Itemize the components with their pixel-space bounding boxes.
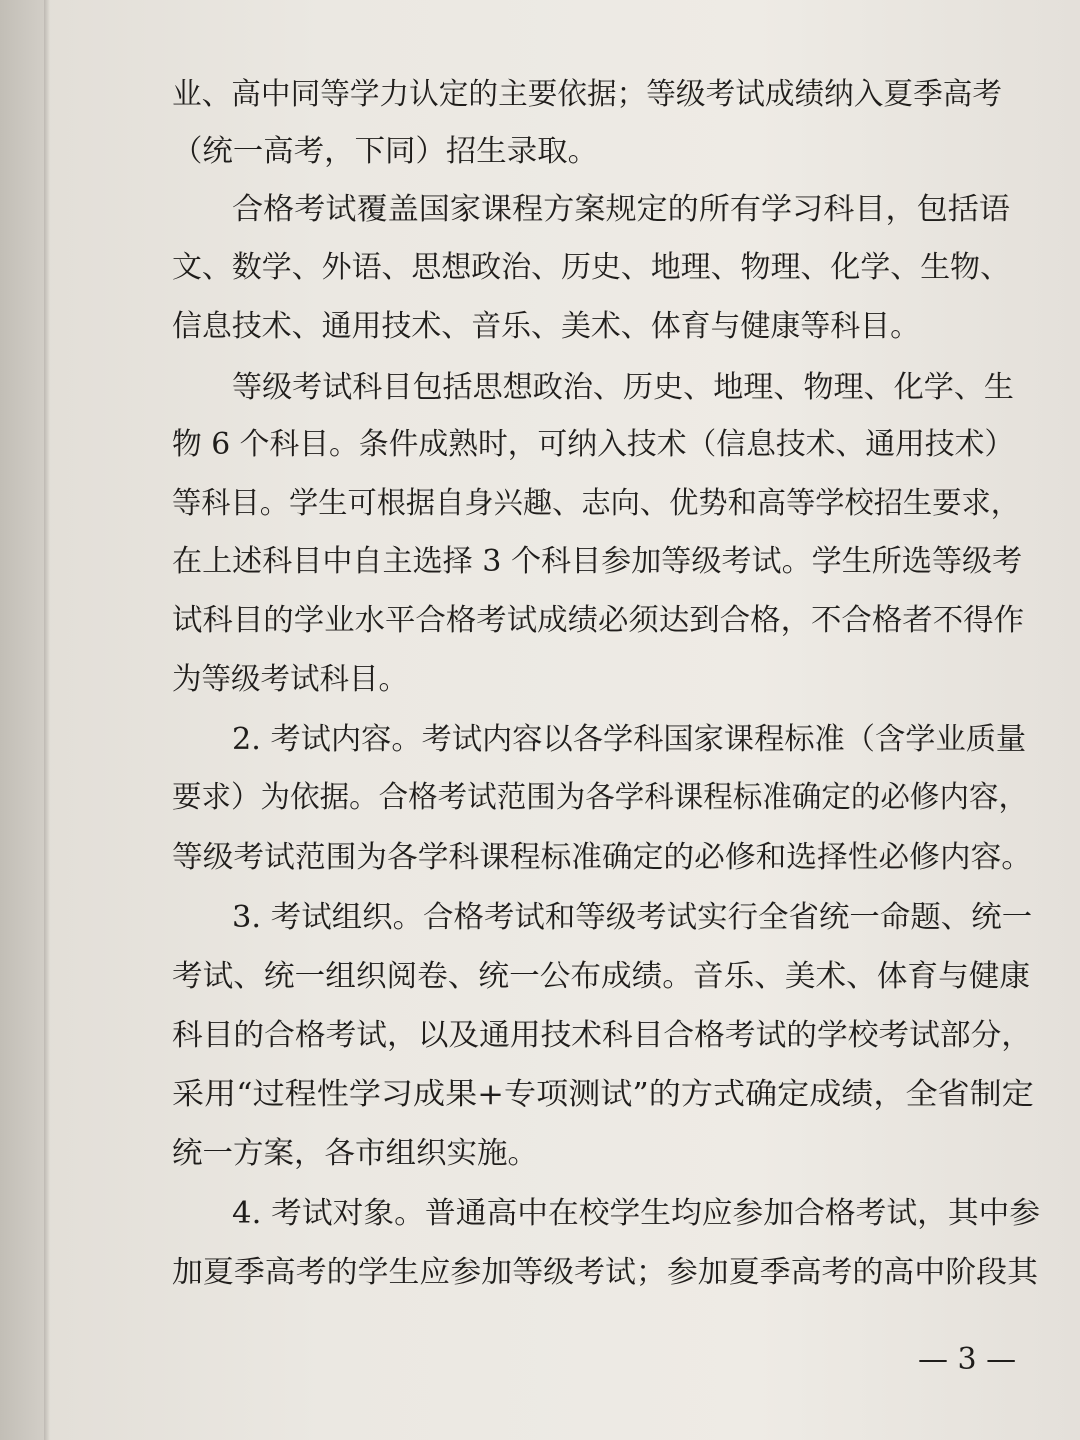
text-line-19: 统一方案，各市组织实施。 bbox=[172, 1136, 538, 1171]
text-line-5: 信息技术、通用技术、音乐、美术、体育与健康等科目。 bbox=[172, 309, 920, 344]
text-line-17: 科目的合格考试，以及通用技术科目合格考试的学校考试部分， bbox=[172, 1018, 1032, 1053]
text-line-9: 在上述科目中自主选择 3 个科目参加等级考试。学生所选等级考 bbox=[172, 544, 1023, 579]
page-number: — 3 — bbox=[918, 1342, 1017, 1377]
text-line-16: 考试、统一组织阅卷、统一公布成绩。音乐、美术、体育与健康 bbox=[172, 959, 1030, 994]
text-line-13: 要求）为依据。合格考试范围为各学科课程标准确定的必修内容， bbox=[172, 780, 1028, 815]
text-line-8: 等科目。学生可根据自身兴趣、志向、优势和高等学校招生要求， bbox=[172, 486, 1020, 521]
text-line-18: 采用“过程性学习成果+专项测试”的方式确定成绩，全省制定 bbox=[172, 1077, 1034, 1112]
text-line-14: 等级考试范围为各学科课程标准确定的必修和选择性必修内容。 bbox=[172, 840, 1032, 875]
text-line-11: 为等级考试科目。 bbox=[172, 662, 408, 697]
text-line-12: 2. 考试内容。考试内容以各学科国家课程标准（含学业质量 bbox=[232, 722, 1027, 757]
text-line-20: 4. 考试对象。普通高中在校学生均应参加合格考试，其中参 bbox=[232, 1196, 1041, 1231]
text-line-7: 物 6 个科目。条件成熟时，可纳入技术（信息技术、通用技术） bbox=[172, 427, 1015, 462]
text-line-1: 业、高中同等学力认定的主要依据；等级考试成绩纳入夏季高考 bbox=[172, 77, 1002, 112]
text-line-2: （统一高考，下同）招生录取。 bbox=[172, 134, 598, 169]
text-line-6: 等级考试科目包括思想政治、历史、地理、物理、化学、生 bbox=[232, 370, 1014, 405]
text-line-4: 文、数学、外语、思想政治、历史、地理、物理、化学、生物、 bbox=[172, 250, 1010, 285]
text-line-21: 加夏季高考的学生应参加等级考试；参加夏季高考的高中阶段其 bbox=[172, 1255, 1038, 1290]
text-line-3: 合格考试覆盖国家课程方案规定的所有学习科目，包括语 bbox=[232, 192, 1010, 227]
text-line-10: 试科目的学业水平合格考试成绩必须达到合格，不合格者不得作 bbox=[172, 603, 1024, 638]
text-line-15: 3. 考试组织。合格考试和等级考试实行全省统一命题、统一 bbox=[232, 900, 1033, 935]
